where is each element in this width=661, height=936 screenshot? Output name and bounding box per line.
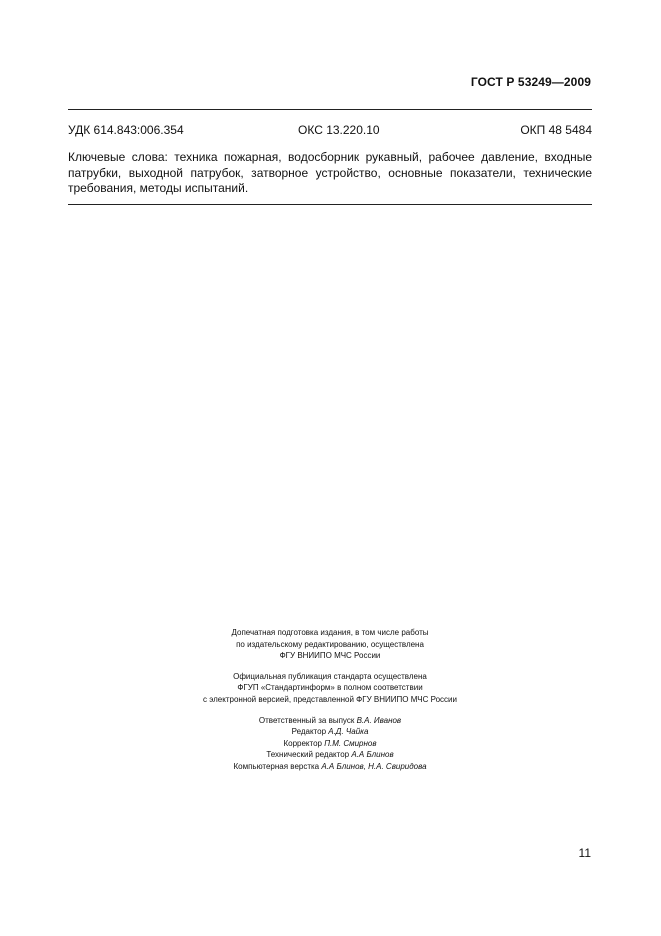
preparation-line: по издательскому редактированию, осуществлена — [236, 639, 424, 649]
preparation-note — [130, 627, 530, 662]
staff-name: В.А. Иванов — [356, 715, 402, 725]
staff-name: П.М. Смирнов — [324, 738, 377, 748]
keywords-paragraph: Ключевые слова: техника пожарная, водосборник рукавный, рабочее давление, входные патрубки, выходной патрубок, затворное устройство, основные показатели, технические требования, методы испытаний. — [68, 150, 592, 195]
staff-role: Технический редактор — [266, 750, 350, 760]
staff-role: Компьютерная верстка — [233, 761, 320, 771]
bottom-divider — [68, 204, 592, 205]
preparation-line: Допечатная подготовка издания, в том числе работы — [231, 628, 429, 637]
classifier-codes — [68, 123, 592, 139]
staff-credit — [130, 749, 530, 761]
top-divider — [68, 109, 592, 110]
staff-credits — [130, 715, 530, 773]
staff-name: А.А Блинов — [351, 750, 394, 760]
staff-role: Ответственный за выпуск — [258, 715, 355, 725]
okp-code: ОКП 48 5484 — [520, 123, 592, 137]
staff-credit — [130, 715, 530, 727]
publication-note — [130, 671, 530, 706]
preparation-line: ФГУ ВНИИПО МЧС России — [279, 651, 381, 661]
oks-code: ОКС 13.220.10 — [298, 123, 380, 137]
staff-credit — [130, 761, 530, 773]
staff-credit — [130, 726, 530, 738]
staff-role: Редактор — [291, 727, 327, 737]
staff-name: А.Д. Чайка — [328, 727, 369, 737]
document-code: ГОСТ Р 53249—2009 — [470, 75, 591, 89]
publication-line: с электронной версией, представленной ФГУ ВНИИПО МЧС России — [203, 694, 457, 704]
publication-line: Официальная публикация стандарта осуществлена — [233, 671, 427, 681]
staff-name: А.А Блинов, Н.А. Свиридова — [321, 761, 427, 771]
staff-credit — [130, 738, 530, 750]
staff-role: Корректор — [283, 738, 322, 748]
udk-code: УДК 614.843:006.354 — [68, 123, 184, 137]
page-number: 11 — [578, 846, 591, 860]
publication-line: ФГУП «Стандартинформ» в полном соответствии — [237, 683, 423, 693]
imprint-block — [130, 627, 530, 782]
